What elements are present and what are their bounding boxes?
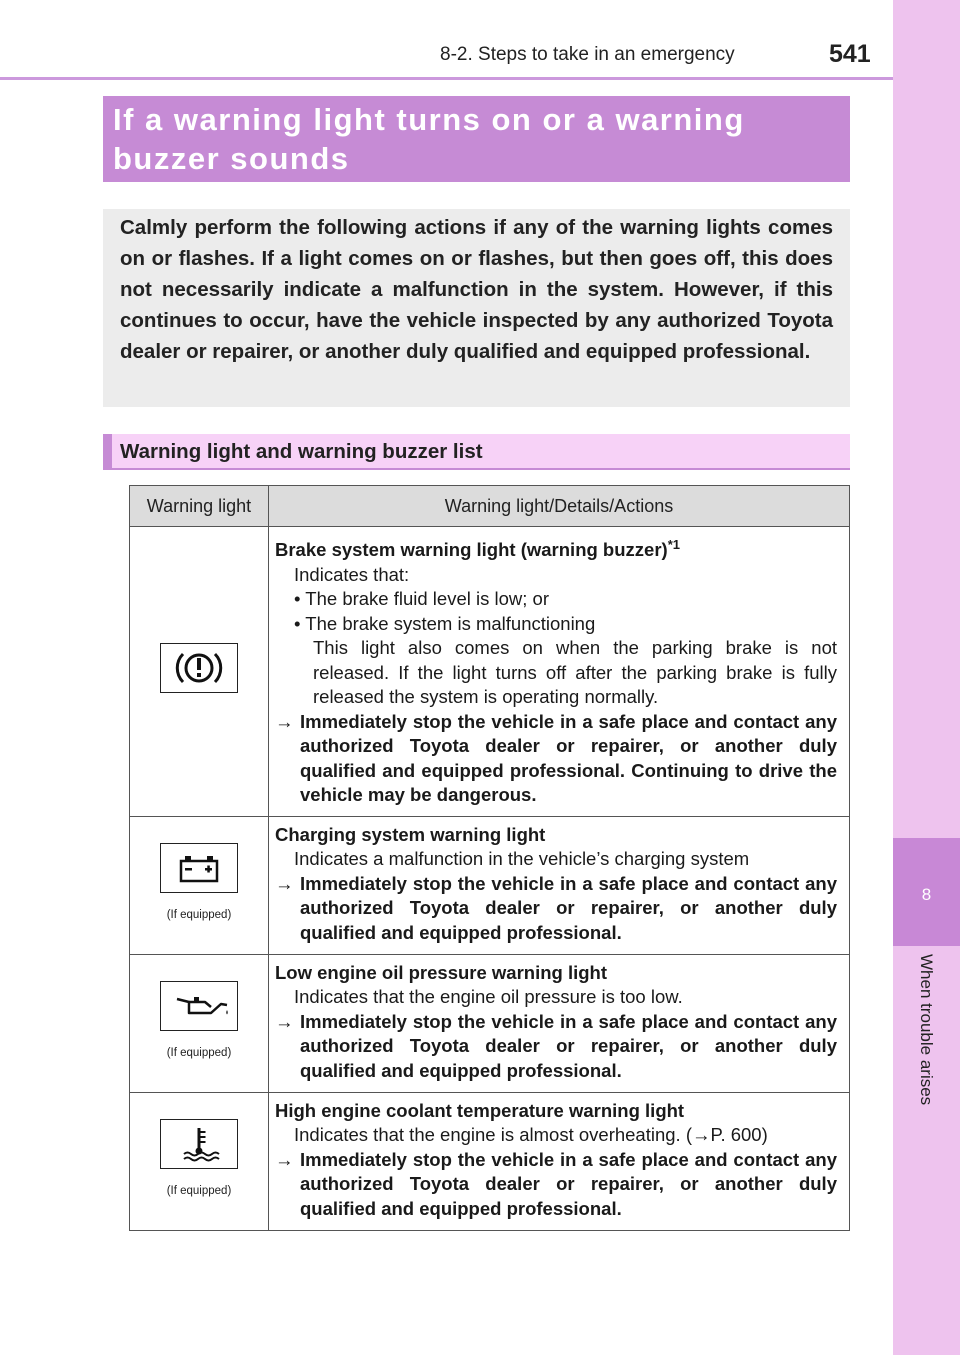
column-header-details: Warning light/Details/Actions <box>269 486 850 527</box>
bullet-text: The brake fluid level is low; or <box>305 588 549 610</box>
coolant-temperature-icon <box>160 1119 238 1169</box>
chapter-label: When trouble arises <box>917 954 936 1106</box>
icon-cell <box>130 1092 269 1230</box>
indicates-text: Indicates that: <box>294 563 410 585</box>
icon-cell <box>130 954 269 1092</box>
details-cell <box>269 816 850 954</box>
action-text <box>275 1148 837 1222</box>
warning-title: Charging system warning light <box>275 823 546 845</box>
bullet-text: The brake system is malfunctioning <box>305 612 596 634</box>
section-title: 8-2. Steps to take in an emergency <box>440 44 735 65</box>
if-equipped-label: (If equipped) <box>166 1047 232 1060</box>
warning-light-table <box>129 485 850 1231</box>
action-text-body: Immediately stop the vehicle in a safe place and contact any authorized Toyota dealer or repairer, or another duly qualified and equipped professional. Continuing to drive the vehicle may be dangerous. <box>300 710 837 806</box>
title-banner <box>103 96 850 182</box>
action-text-body: Immediately stop the vehicle in a safe place and contact any authorized Toyota dealer or repairer, or another duly qualified and equipped professional. <box>300 1010 837 1081</box>
details-cell <box>269 1092 850 1230</box>
arrow-icon: → <box>275 1148 294 1170</box>
column-header-light: Warning light <box>130 486 269 527</box>
table-row <box>130 527 850 817</box>
action-text <box>275 872 837 946</box>
table-row <box>130 816 850 954</box>
indicates-text: Indicates that the engine is almost overheating. (→P. 600) <box>294 1124 768 1146</box>
arrow-icon: → <box>275 1010 294 1032</box>
table-row <box>130 1092 850 1230</box>
warning-title: High engine coolant temperature warning light <box>275 1099 685 1121</box>
subheading <box>103 434 850 468</box>
chapter-tab[interactable] <box>893 838 960 946</box>
bullet-item: • The brake fluid level is low; or <box>294 588 549 610</box>
chapter-number: 8 <box>921 885 932 904</box>
details-cell <box>269 954 850 1092</box>
subheading-bar <box>103 434 112 468</box>
chapter-label-container <box>893 946 960 1146</box>
footnote-marker: *1 <box>667 537 680 552</box>
subheading-text: Warning light and warning buzzer list <box>120 440 483 463</box>
details-cell <box>269 527 850 817</box>
table-header-row <box>130 486 850 527</box>
action-text <box>275 1010 837 1084</box>
warning-title <box>275 533 837 563</box>
action-text <box>275 710 837 808</box>
indicates-text: Indicates a malfunction in the vehicle’s charging system <box>294 848 750 870</box>
arrow-icon: → <box>275 710 294 732</box>
side-tab <box>893 0 960 1355</box>
arrow-icon: → <box>275 872 294 894</box>
icon-cell <box>130 527 269 817</box>
action-text-body: Immediately stop the vehicle in a safe place and contact any authorized Toyota dealer or repairer, or another duly qualified and equipped professional. <box>300 1148 837 1219</box>
page-title: If a warning light turns on or a warning buzzer sounds <box>113 102 745 176</box>
intro-text: Calmly perform the following actions if any of the warning lights comes on or flashes. If a light comes on or flashes, but then goes off, this does not necessarily indicate a malfunction in the system. However, if this continues to occur, have the vehicle inspected by any authorized Toyota dealer or repairer, or another duly qualified and equipped professional. <box>120 216 833 363</box>
if-equipped-label: (If equipped) <box>166 909 232 922</box>
bullet-item: • The brake system is malfunctioning <box>294 612 596 634</box>
table-row <box>130 954 850 1092</box>
header-divider <box>0 77 893 80</box>
action-text-body: Immediately stop the vehicle in a safe place and contact any authorized Toyota dealer or repairer, or another duly qualified and equipped professional. <box>300 872 837 943</box>
warning-title-text: Brake system warning light (warning buzzer) <box>275 539 668 561</box>
icon-cell <box>130 816 269 954</box>
if-equipped-label: (If equipped) <box>166 1185 232 1198</box>
subheading-underline <box>103 468 850 470</box>
page-number: 541 <box>829 40 871 68</box>
intro-box <box>103 209 850 407</box>
warning-title: Low engine oil pressure warning light <box>275 961 608 983</box>
oil-can-icon <box>160 981 238 1031</box>
battery-icon <box>160 843 238 893</box>
indicates-text: Indicates that the engine oil pressure is too low. <box>294 986 683 1008</box>
brake-warning-icon <box>160 643 238 693</box>
note-text: This light also comes on when the parking brake is not released. If the light turns off after the parking brake is fully released the system is operating normally. <box>313 637 837 708</box>
